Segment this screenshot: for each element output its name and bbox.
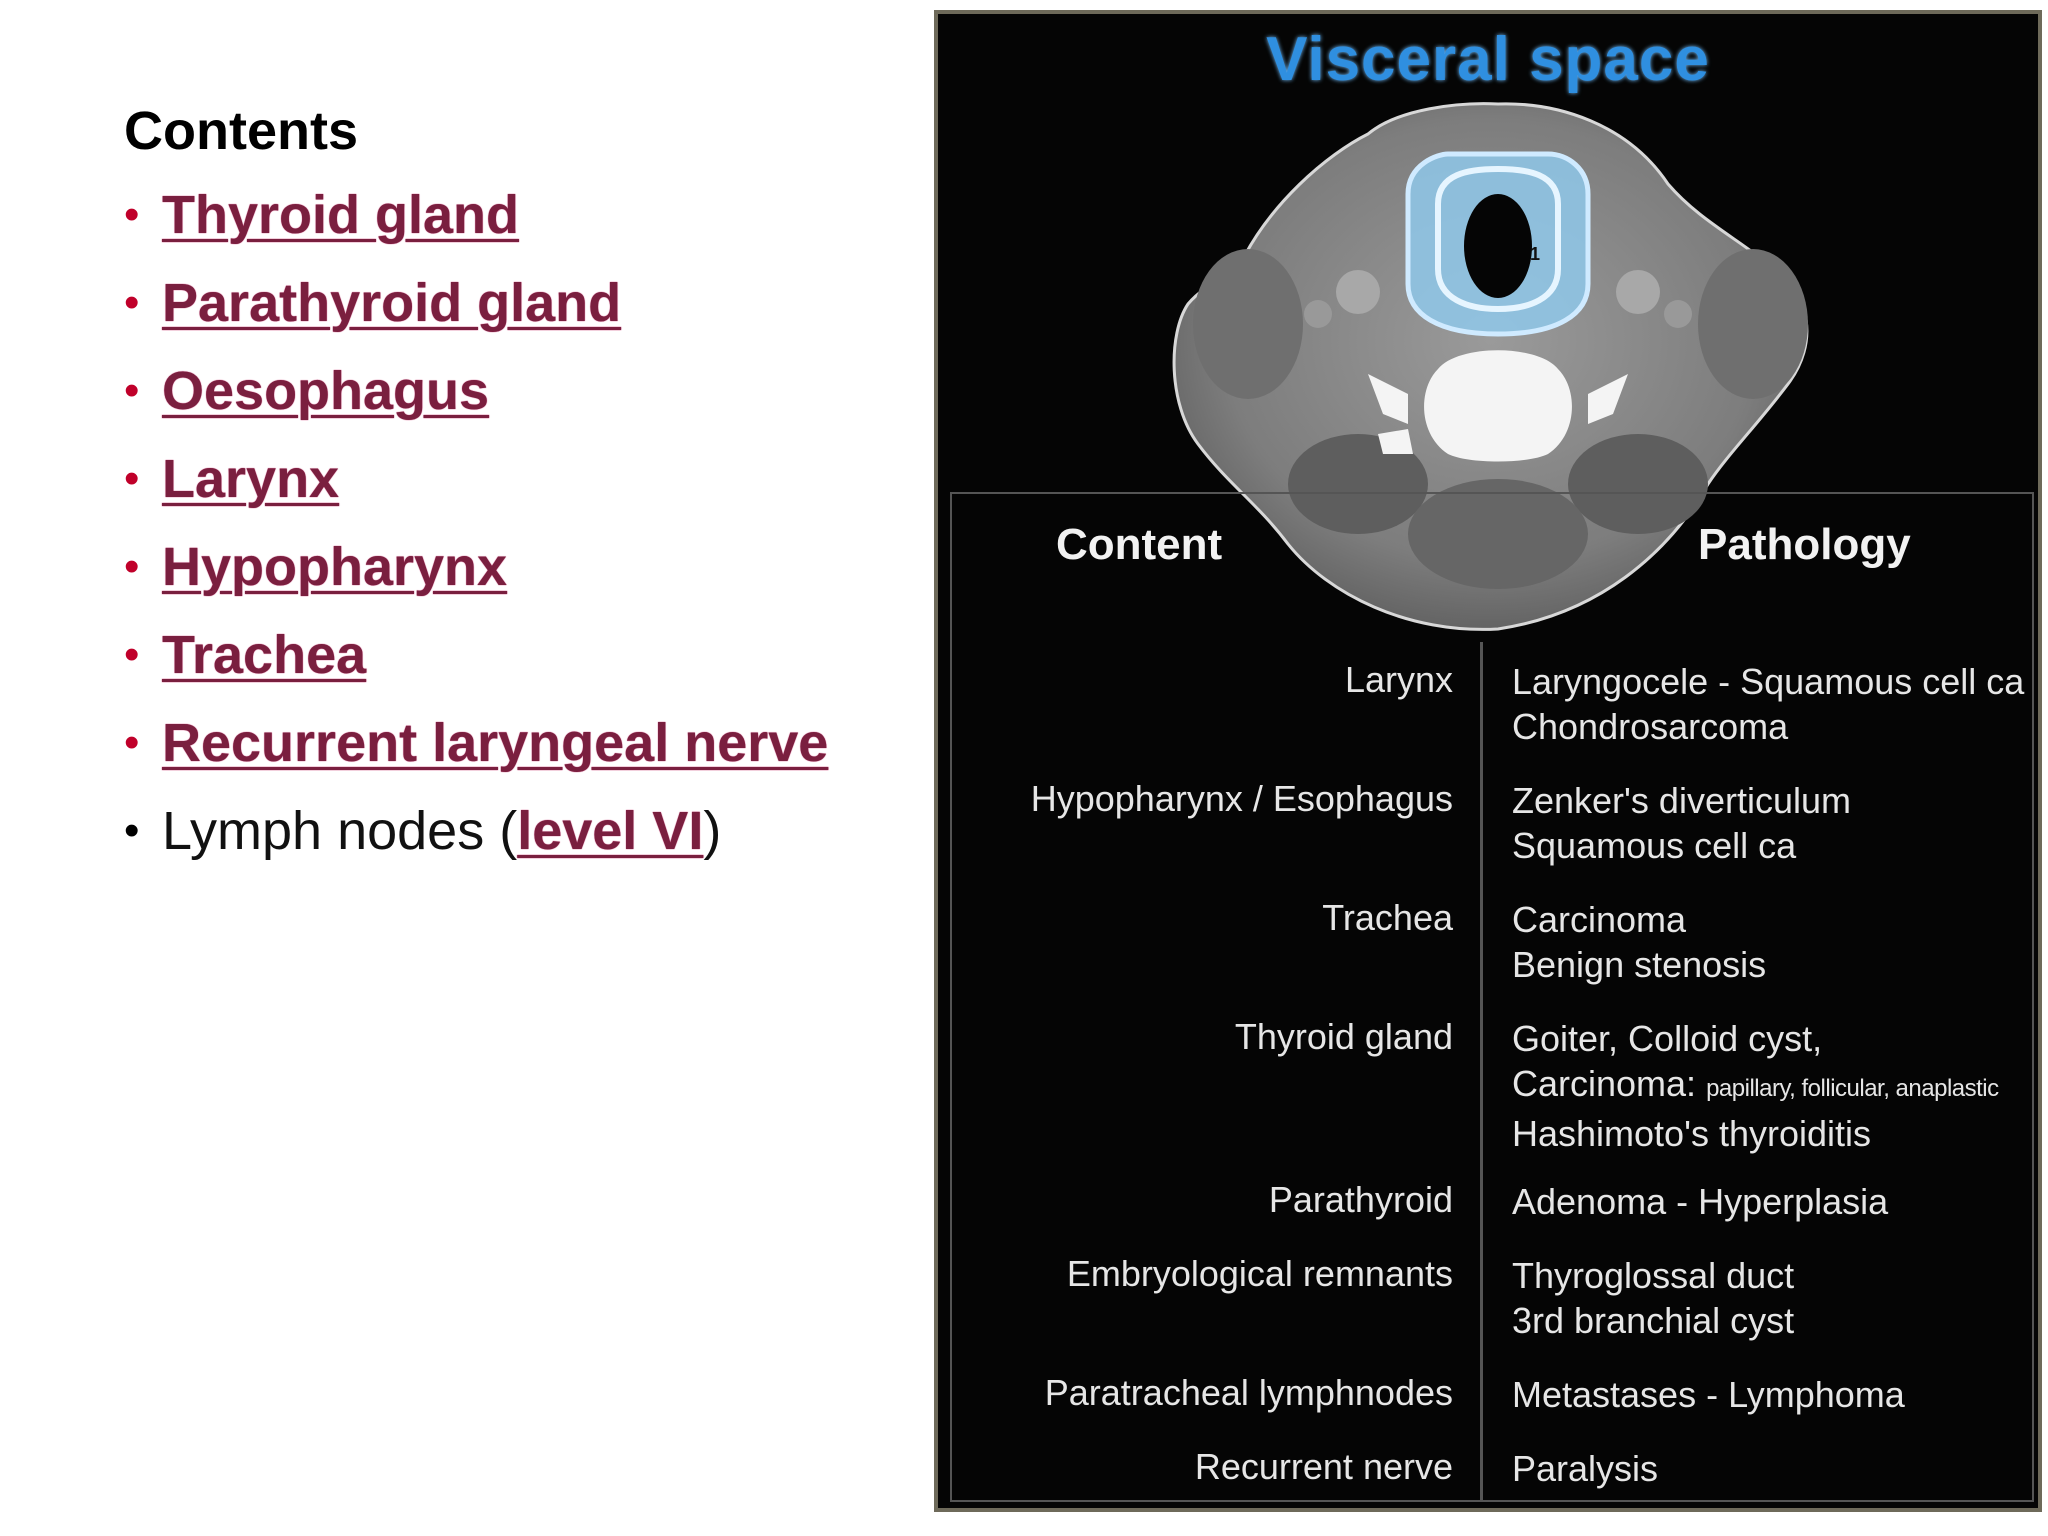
list-item <box>124 444 904 532</box>
link-oesophagus[interactable]: Oesophagus <box>162 361 490 421</box>
pathology-line-text: Carcinoma: <box>1512 1063 1697 1104</box>
pathology-cell <box>1512 1253 1794 1343</box>
pathology-line: Paralysis <box>1512 1448 1659 1489</box>
link-hypopharynx[interactable]: Hypopharynx <box>162 537 508 597</box>
link-trachea[interactable]: Trachea <box>162 625 367 685</box>
pathology-line: Chondrosarcoma <box>1512 706 1789 747</box>
vessel-right <box>1616 270 1660 314</box>
content-cell: Thyroid gland <box>1234 1016 1453 1057</box>
pathology-line: 3rd branchial cyst <box>1512 1300 1795 1341</box>
content-cell: Paratracheal lymphnodes <box>1044 1372 1453 1413</box>
visceral-space-figure <box>934 10 2042 1512</box>
list-item <box>124 620 904 708</box>
link-recurrent-laryngeal-nerve[interactable]: Recurrent laryngeal nerve <box>162 713 829 773</box>
table-frame <box>950 492 2034 1502</box>
bullet-icon: • <box>124 190 140 239</box>
closing-paren: ) <box>703 801 722 861</box>
pathology-line: Thyroglossal duct <box>1512 1255 1795 1296</box>
list-item <box>124 708 904 796</box>
pathology-line: Hashimoto's thyroiditis <box>1512 1113 1871 1154</box>
contents-heading: Contents <box>124 101 358 161</box>
pathology-cell <box>1512 897 1766 987</box>
pathology-line <box>1512 1061 1999 1111</box>
link-level-vi[interactable]: level VI <box>517 801 704 861</box>
content-cell: Hypopharynx / Esophagus <box>1030 778 1453 819</box>
content-cell: Recurrent nerve <box>1194 1446 1453 1487</box>
pathology-line: Laryngocele - Squamous cell ca <box>1512 661 2025 702</box>
link-thyroid-gland[interactable]: Thyroid gland <box>162 185 519 245</box>
label-number-one: 1 <box>1530 244 1541 264</box>
list-item <box>124 268 904 356</box>
contents-list <box>124 180 904 884</box>
pathology-line: Carcinoma <box>1512 899 1687 940</box>
list-item-lymph-nodes <box>124 796 904 884</box>
pathology-line: Squamous cell ca <box>1512 825 1797 866</box>
pathology-cell <box>1512 1016 1999 1156</box>
contents-section <box>124 96 904 884</box>
list-item <box>124 532 904 620</box>
pathology-line: Adenoma - Hyperplasia <box>1512 1181 1889 1222</box>
content-cell: Trachea <box>1322 897 1453 938</box>
list-item <box>124 356 904 444</box>
bullet-icon: • <box>124 366 140 415</box>
pathology-cell <box>1512 1446 1658 1491</box>
pathology-line: Goiter, Colloid cyst, <box>1512 1018 1823 1059</box>
content-cell: Embryological remnants <box>1066 1253 1453 1294</box>
content-cell: Larynx <box>1344 659 1453 700</box>
bullet-icon: • <box>124 542 140 591</box>
column-divider <box>1480 642 1483 1502</box>
vertebra-body <box>1424 350 1572 461</box>
column-header-pathology: Pathology <box>1698 520 1911 569</box>
pathology-cell <box>1512 778 1851 868</box>
pathology-line: Metastases - Lymphoma <box>1512 1374 1905 1415</box>
column-header-content: Content <box>1056 520 1223 569</box>
content-cell: Parathyroid <box>1268 1179 1453 1220</box>
pathology-cell <box>1512 1179 1888 1224</box>
bullet-icon: • <box>124 454 140 503</box>
bullet-icon: • <box>124 718 140 767</box>
list-item <box>124 180 904 268</box>
pathology-line: Benign stenosis <box>1512 944 1767 985</box>
pathology-cell <box>1512 659 2024 749</box>
pathology-cell <box>1512 1372 1905 1417</box>
pathology-subtypes: papillary, follicular, anaplastic <box>1706 1075 1999 1102</box>
bullet-icon: • <box>124 806 140 855</box>
panel-title: Visceral space <box>1266 25 1710 94</box>
bullet-icon: • <box>124 630 140 679</box>
vessel-left <box>1336 270 1380 314</box>
link-parathyroid-gland[interactable]: Parathyroid gland <box>162 273 622 333</box>
muscle-right <box>1698 249 1808 399</box>
pathology-line: Zenker's diverticulum <box>1512 780 1851 821</box>
link-larynx[interactable]: Larynx <box>162 449 340 509</box>
muscle-left <box>1193 249 1303 399</box>
lymph-nodes-label: Lymph nodes ( <box>162 801 518 861</box>
vessel-left-small <box>1304 300 1332 328</box>
airway-lumen <box>1464 194 1532 298</box>
vessel-right-small <box>1664 300 1692 328</box>
bullet-icon: • <box>124 278 140 327</box>
